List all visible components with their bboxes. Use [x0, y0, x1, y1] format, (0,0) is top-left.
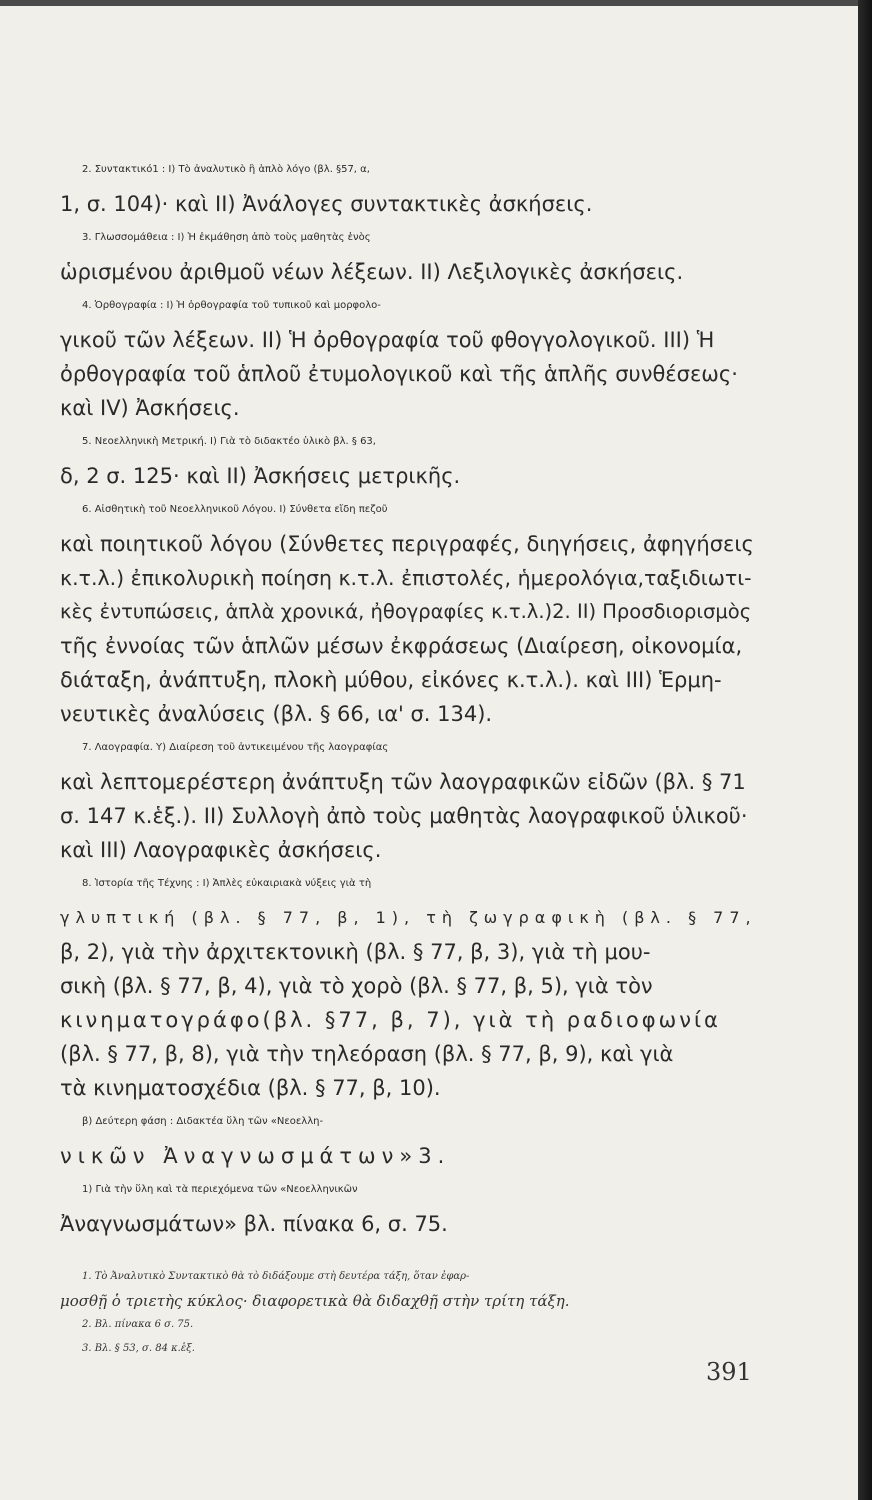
text-line: κ.τ.λ.) ἐπικολυρικὴ ποίηση κ.τ.λ. ἐπιστολές, ἡμερολόγια,ταξιδιωτι-: [60, 566, 752, 590]
text-line: 1, σ. 104)· καὶ ΙΙ) Ἀνάλογες συντακτικὲς ἀσκήσεις.: [60, 192, 593, 216]
text-line: καὶ ΙΙΙ) Λαογραφικὲς ἀσκήσεις.: [60, 838, 382, 862]
footnote: 3. Βλ. § 53, σ. 84 κ.ἑξ.: [82, 1343, 195, 1354]
text-line: καὶ λεπτομερέστερη ἀνάπτυξη τῶν λαογραφικῶν εἰδῶν (βλ. § 71: [60, 770, 746, 794]
text-line: τῆς ἐννοίας τῶν ἁπλῶν μέσων ἐκφράσεως (Διαίρεση, οἰκονομία,: [60, 634, 743, 658]
book-page: [0, 6, 858, 1500]
text-line: σ. 147 κ.ἑξ.). ΙΙ) Συλλογὴ ἀπὸ τοὺς μαθητὰς λαογραφικοῦ ὑλικοῦ·: [60, 804, 748, 828]
text-line: β, 2), γιὰ τὴν ἀρχιτεκτονικὴ (βλ. § 77, β, 3), γιὰ τὴ μου-: [60, 940, 651, 964]
text-line: 2. Συντακτικό1 : Ι) Τὸ ἀναλυτικὸ ἢ ἁπλὸ λόγο (βλ. §57, α,: [82, 164, 370, 175]
footnote: 1. Τὸ Ἀναλυτικὸ Συντακτικὸ θὰ τὸ διδάξουμε στὴ δευτέρα τάξη, ὅταν ἐφαρ-: [82, 1271, 470, 1282]
text-line: ὀρθογραφία τοῦ ἁπλοῦ ἐτυμολογικοῦ καὶ τῆς ἁπλῆς συνθέσεως·: [60, 362, 738, 386]
footnote: 2. Βλ. πίνακα 6 σ. 75.: [82, 1319, 194, 1330]
footnote: μοσθῇ ὁ τριετὴς κύκλος· διαφορετικὰ θὰ διδαχθῇ στὴν τρίτη τάξη.: [60, 1292, 570, 1310]
text-line: κὲς ἐντυπώσεις, ἁπλὰ χρονικά, ἠθογραφίες κ.τ.λ.)2. ΙΙ) Προσδιορισμὸς: [60, 600, 752, 623]
text-line: δ, 2 σ. 125· καὶ ΙΙ) Ἀσκήσεις μετρικῆς.: [60, 464, 461, 488]
text-line: γλυπτική (βλ. § 77, β, 1), τὴ ζωγραφικὴ (βλ. § 77,: [60, 908, 757, 927]
text-line: τὰ κινηματοσχέδια (βλ. § 77, β, 10).: [60, 1076, 441, 1100]
text-line: γικοῦ τῶν λέξεων. ΙΙ) Ἡ ὀρθογραφία τοῦ φθογγολογικοῦ. ΙΙΙ) Ἡ: [60, 328, 715, 352]
text-line: νικῶν Ἀναγνωσμάτων»3.: [60, 1144, 451, 1168]
text-line: 6. Αἰσθητικὴ τοῦ Νεοελληνικοῦ Λόγου. Ι) Σύνθετα εἴδη πεζοῦ: [82, 504, 388, 515]
text-line: καὶ ΙV) Ἀσκήσεις.: [60, 396, 240, 420]
text-line: κινηματογράφο(βλ. §77, β, 7), γιὰ τὴ ραδιοφωνία: [60, 1008, 721, 1032]
text-line: 7. Λαογραφία. Υ) Διαίρεση τοῦ ἀντικειμένου τῆς λαογραφίας: [82, 742, 389, 753]
text-line: 1) Γιὰ τὴν ὕλη καὶ τὰ περιεχόμενα τῶν «Νεοελληνικῶν: [82, 1184, 358, 1195]
text-line: νευτικὲς ἀναλύσεις (βλ. § 66, ια' σ. 134).: [60, 702, 493, 726]
text-line: σικὴ (βλ. § 77, β, 4), γιὰ τὸ χορὸ (βλ. § 77, β, 5), γιὰ τὸν: [60, 974, 653, 998]
page-number: 391: [706, 1358, 752, 1386]
text-line: καὶ ποιητικοῦ λόγου (Σύνθετες περιγραφές, διηγήσεις, ἀφηγήσεις: [60, 532, 754, 556]
text-line: 8. Ἱστορία τῆς Τέχνης : Ι) Ἁπλὲς εὐκαιριακὰ νύξεις γιὰ τὴ: [82, 878, 372, 889]
text-line: β) Δεύτερη φάση : Διδακτέα ὕλη τῶν «Νεοελλη-: [82, 1116, 324, 1127]
scan-edge: [858, 0, 872, 1500]
text-line: 4. Ὀρθογραφία : Ι) Ἡ ὀρθογραφία τοῦ τυπικοῦ καὶ μορφολο-: [82, 300, 381, 311]
text-line: Ἀναγνωσμάτων» βλ. πίνακα 6, σ. 75.: [60, 1212, 448, 1236]
text-line: (βλ. § 77, β, 8), γιὰ τὴν τηλεόραση (βλ. § 77, β, 9), καὶ γιὰ: [60, 1042, 674, 1066]
text-line: 3. Γλωσσομάθεια : Ι) Ἡ ἐκμάθηση ἀπὸ τοὺς μαθητὰς ἑνὸς: [82, 232, 371, 243]
text-line: 5. Νεοελληνικὴ Μετρική. Ι) Γιὰ τὸ διδακτέο ὑλικὸ βλ. § 63,: [82, 436, 376, 447]
text-line: διάταξη, ἀνάπτυξη, πλοκὴ μύθου, εἰκόνες κ.τ.λ.). καὶ ΙΙΙ) Ἑρμη-: [60, 668, 722, 692]
text-line: ὡρισμένου ἀριθμοῦ νέων λέξεων. ΙΙ) Λεξιλογικὲς ἀσκήσεις.: [60, 260, 684, 284]
